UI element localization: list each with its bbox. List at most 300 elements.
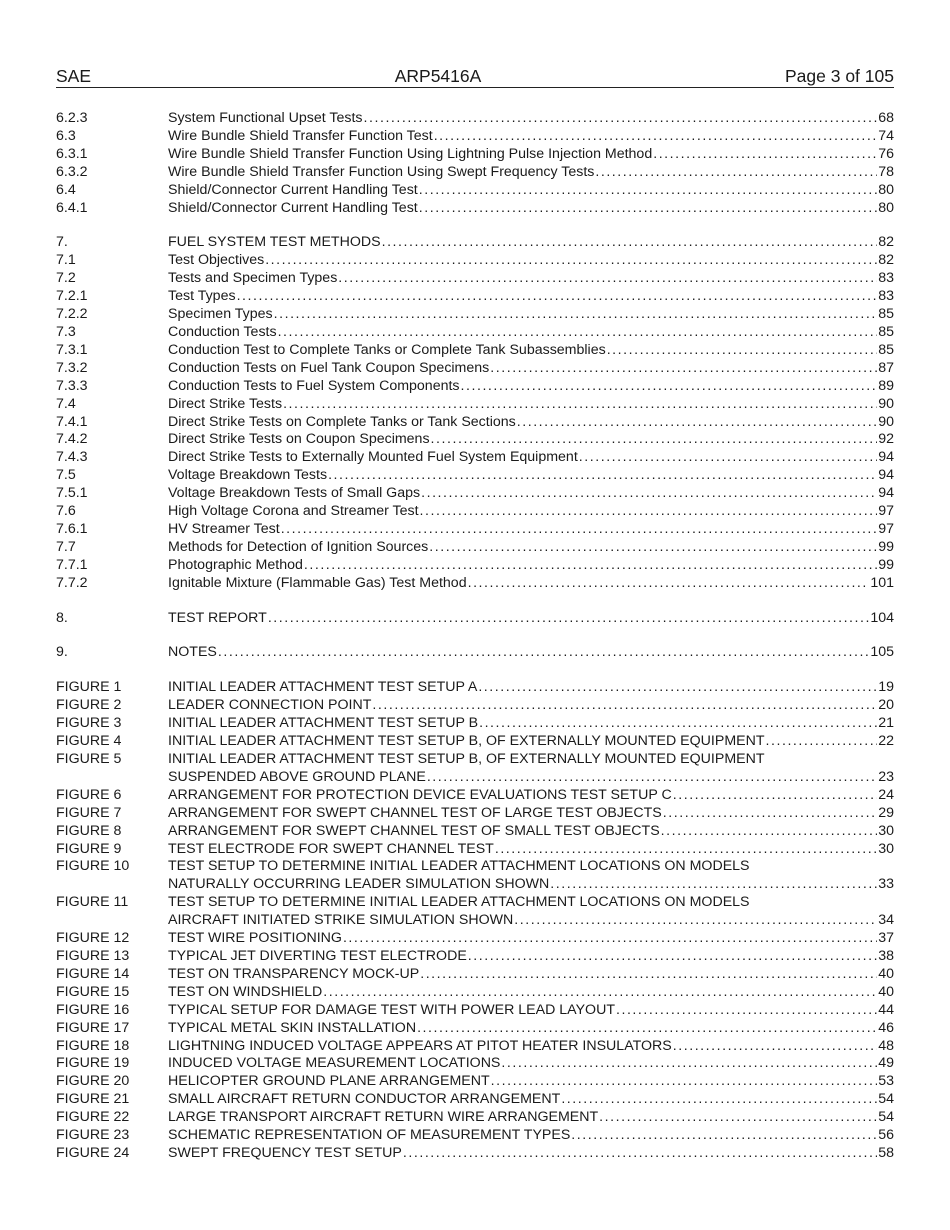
- toc-entry[interactable]: [56, 110, 894, 128]
- toc-entry-leader-line: [168, 876, 894, 894]
- toc-entry-number: FIGURE 4: [56, 733, 122, 750]
- toc-entry-title: Photographic Method: [168, 556, 303, 573]
- toc-entry-page: 46: [878, 1019, 894, 1036]
- toc-entry-body: [168, 128, 894, 146]
- toc-entry-page: 90: [878, 413, 894, 430]
- toc-entry-body: [168, 200, 894, 218]
- toc-entry-leader-line: [168, 1002, 894, 1020]
- dot-leader: [427, 769, 877, 787]
- toc-entry-body: [168, 306, 894, 324]
- toc-entry-body: [168, 252, 894, 270]
- dot-leader: [653, 146, 877, 164]
- dot-leader: [419, 200, 877, 218]
- toc-entry-title: ARRANGEMENT FOR SWEPT CHANNEL TEST OF SMALL TEST OBJECTS: [168, 822, 660, 839]
- dot-leader: [495, 841, 877, 859]
- toc-entry-number: 7.2.1: [56, 288, 88, 305]
- toc-entry-leader-line: [168, 306, 894, 324]
- toc-entry-leader-line: [168, 539, 894, 557]
- toc-entry[interactable]: [56, 1055, 894, 1073]
- toc-entry[interactable]: [56, 164, 894, 182]
- toc-entry[interactable]: [56, 1145, 894, 1163]
- toc-entry-number: FIGURE 16: [56, 1001, 130, 1018]
- toc-entry-page: 80: [878, 199, 894, 216]
- toc-entry[interactable]: [56, 396, 894, 414]
- toc-entry-leader-line: [168, 485, 894, 503]
- toc-entry-body: [168, 467, 894, 485]
- toc-entry-title: Tests and Specimen Types: [168, 270, 338, 287]
- toc-entry[interactable]: [56, 360, 894, 378]
- toc-entry-leader-line: [168, 557, 894, 575]
- toc-entry-leader-line: [168, 324, 894, 342]
- toc-entry-leader-line: [168, 787, 894, 805]
- dot-leader: [281, 521, 878, 539]
- toc-entry-number: 7.2: [56, 270, 76, 287]
- toc-entry[interactable]: [56, 128, 894, 146]
- toc-entry-body: [168, 414, 894, 432]
- toc-entry-title: NOTES: [168, 644, 217, 661]
- toc-entry-page: 48: [878, 1037, 894, 1054]
- toc-entry-leader-line: [168, 930, 894, 948]
- toc-entry-number: FIGURE 6: [56, 786, 122, 803]
- toc-entry[interactable]: [56, 306, 894, 324]
- toc-entry-title: LARGE TRANSPORT AIRCRAFT RETURN WIRE ARRANGEMENT: [168, 1109, 599, 1126]
- toc-entry-title-line: INITIAL LEADER ATTACHMENT TEST SETUP B, OF EXTERNALLY MOUNTED EQUIPMENT: [168, 751, 765, 767]
- toc-entry-leader-line: [168, 610, 894, 628]
- toc-entry-number: 7.: [56, 234, 68, 251]
- toc-entry-number: FIGURE 3: [56, 715, 122, 732]
- toc-entry-page: 82: [878, 252, 894, 269]
- toc-entry-page: 99: [878, 556, 894, 573]
- toc-entry-number: FIGURE 22: [56, 1109, 130, 1126]
- toc-entry-leader-line: [168, 644, 894, 662]
- dot-leader: [419, 182, 877, 200]
- toc-entry-page: 87: [878, 359, 894, 376]
- toc-entry-page: 92: [878, 431, 894, 448]
- toc-entry[interactable]: [56, 1109, 894, 1127]
- toc-entry-leader-line: [168, 128, 894, 146]
- toc-entry-leader-line: [168, 1145, 894, 1163]
- toc-entry-body: [168, 575, 894, 593]
- toc-entry-body: [168, 984, 894, 1002]
- toc-entry[interactable]: [56, 449, 894, 467]
- toc-entry-number: 7.4.3: [56, 449, 88, 466]
- toc-entry[interactable]: [56, 288, 894, 306]
- toc-entry-leader-line: [168, 110, 894, 128]
- dot-leader: [501, 1055, 877, 1073]
- toc-entry-page: 30: [878, 822, 894, 839]
- dot-leader: [278, 324, 878, 342]
- toc-entry[interactable]: [56, 733, 894, 751]
- toc-entry[interactable]: [56, 182, 894, 200]
- toc-entry-title: TEST REPORT: [168, 609, 267, 626]
- toc-entry-number: 9.: [56, 644, 68, 661]
- toc-entry[interactable]: [56, 644, 894, 662]
- toc-entry-body: [168, 733, 894, 751]
- toc-entry[interactable]: [56, 984, 894, 1002]
- toc-entry-page: 94: [878, 449, 894, 466]
- toc-entry-body: [168, 894, 894, 930]
- toc-entry-number: FIGURE 23: [56, 1127, 130, 1144]
- toc-entry-title: High Voltage Corona and Streamer Test: [168, 503, 419, 520]
- dot-leader: [491, 1073, 878, 1091]
- dot-leader: [328, 467, 877, 485]
- toc-entry-body: [168, 610, 894, 628]
- toc-entry-leader-line: [168, 841, 894, 859]
- dot-leader: [237, 288, 878, 306]
- dot-leader: [607, 342, 878, 360]
- toc-entry-body: [168, 449, 894, 467]
- toc-entry-title: INITIAL LEADER ATTACHMENT TEST SETUP B: [168, 715, 479, 732]
- toc-entry-page: 99: [878, 538, 894, 555]
- dot-leader: [429, 539, 877, 557]
- toc-entry-title: Ignitable Mixture (Flammable Gas) Test Method: [168, 574, 467, 591]
- toc-entry[interactable]: [56, 787, 894, 805]
- toc-entry[interactable]: [56, 841, 894, 859]
- toc-entry[interactable]: [56, 539, 894, 557]
- toc-entry-title: Voltage Breakdown Tests of Small Gaps: [168, 485, 421, 502]
- toc-entry-body: [168, 1091, 894, 1109]
- toc-entry-number: FIGURE 13: [56, 947, 130, 964]
- toc-entry-title-line: TEST SETUP TO DETERMINE INITIAL LEADER ATTACHMENT LOCATIONS ON MODELS: [168, 858, 750, 875]
- toc-entry[interactable]: [56, 557, 894, 575]
- toc-entry-body: [168, 378, 894, 396]
- toc-entry-page: 38: [878, 947, 894, 964]
- toc-entry-page: 94: [878, 485, 894, 502]
- toc-entry[interactable]: [56, 715, 894, 733]
- toc-entry-title: HELICOPTER GROUND PLANE ARRANGEMENT: [168, 1073, 490, 1090]
- toc-entry[interactable]: [56, 342, 894, 360]
- toc-entry-leader-line: [168, 503, 894, 521]
- toc-entry[interactable]: [56, 858, 894, 894]
- toc-entry-leader-line: [168, 396, 894, 414]
- toc-entry-leader-line: [168, 414, 894, 432]
- dot-leader: [218, 644, 869, 662]
- toc-entry-page: 74: [878, 127, 894, 144]
- toc-entry-page: 24: [878, 786, 894, 803]
- toc-entry[interactable]: [56, 697, 894, 715]
- toc-entry-leader-line: [168, 948, 894, 966]
- toc-entry-leader-line: [168, 200, 894, 218]
- toc-entry[interactable]: [56, 894, 894, 930]
- toc-entry-number: 7.5.1: [56, 485, 88, 502]
- toc-entry-page: 104: [870, 609, 894, 626]
- toc-entry-leader-line: [168, 252, 894, 270]
- header-org: SAE: [56, 66, 92, 86]
- toc-entry-number: 7.4: [56, 395, 76, 412]
- toc-entry-title: TEST ELECTRODE FOR SWEPT CHANNEL TEST: [168, 840, 494, 857]
- toc-entry[interactable]: [56, 1127, 894, 1145]
- toc-entry-title-line: TEST SETUP TO DETERMINE INITIAL LEADER ATTACHMENT LOCATIONS ON MODELS: [168, 894, 750, 911]
- toc-entry-page: 56: [878, 1127, 894, 1144]
- toc-entry-leader-line: [168, 1109, 894, 1127]
- toc-entry-number: 7.1: [56, 252, 76, 269]
- toc-entry-number: FIGURE 11: [56, 894, 129, 911]
- dot-leader: [268, 610, 870, 628]
- toc-entry-page: 23: [878, 768, 894, 785]
- toc-entry-leader-line: [168, 288, 894, 306]
- toc-entry-title: Test Objectives: [168, 252, 265, 269]
- toc-entry-body: [168, 1145, 894, 1163]
- toc-entry[interactable]: [56, 751, 894, 787]
- page-header: [56, 66, 894, 88]
- toc-entry-title: TEST ON TRANSPARENCY MOCK-UP: [168, 965, 420, 982]
- toc-entry[interactable]: [56, 467, 894, 485]
- toc-entry[interactable]: [56, 252, 894, 270]
- toc-entry-number: FIGURE 20: [56, 1073, 130, 1090]
- toc-entry-page: 85: [878, 306, 894, 323]
- dot-leader: [490, 360, 877, 378]
- toc-entry-number: FIGURE 7: [56, 804, 122, 821]
- toc-entry-leader-line: [168, 805, 894, 823]
- toc-entry-body: [168, 146, 894, 164]
- table-of-contents: [56, 110, 894, 1163]
- dot-leader: [550, 876, 877, 894]
- toc-entry-body: [168, 751, 894, 787]
- toc-entry-title: FUEL SYSTEM TEST METHODS: [168, 234, 381, 251]
- toc-entry-leader-line: [168, 146, 894, 164]
- toc-entry-page: 89: [878, 377, 894, 394]
- toc-entry-page: 54: [878, 1091, 894, 1108]
- toc-entry-page: 29: [878, 804, 894, 821]
- dot-leader: [420, 503, 878, 521]
- toc-entry-page: 76: [878, 145, 894, 162]
- toc-entry[interactable]: [56, 1073, 894, 1091]
- dot-leader: [579, 449, 877, 467]
- toc-entry-leader-line: [168, 1055, 894, 1073]
- toc-entry-title: Shield/Connector Current Handling Test: [168, 181, 418, 198]
- toc-entry-body: [168, 787, 894, 805]
- toc-entry-leader-line: [168, 697, 894, 715]
- toc-entry-number: FIGURE 19: [56, 1055, 130, 1072]
- toc-entry-number: 7.2.2: [56, 306, 88, 323]
- toc-entry-leader-line: [168, 1073, 894, 1091]
- toc-entry-page: 97: [878, 503, 894, 520]
- toc-entry-body: [168, 342, 894, 360]
- toc-entry-leader-line: [168, 449, 894, 467]
- toc-entry-body: [168, 234, 894, 252]
- toc-entry-title: Voltage Breakdown Tests: [168, 467, 328, 484]
- toc-entry-page: 37: [878, 930, 894, 947]
- toc-entry-page: 30: [878, 840, 894, 857]
- toc-entry-number: 7.3: [56, 323, 76, 340]
- toc-entry-body: [168, 948, 894, 966]
- toc-entry-page: 21: [878, 715, 894, 732]
- toc-entry-title: TYPICAL METAL SKIN INSTALLATION: [168, 1019, 417, 1036]
- toc-entry-title: SUSPENDED ABOVE GROUND PLANE: [168, 768, 426, 785]
- dot-leader: [372, 697, 877, 715]
- toc-entry-leader-line: [168, 234, 894, 252]
- dot-leader: [417, 1020, 877, 1038]
- toc-entry[interactable]: [56, 930, 894, 948]
- toc-entry-leader-line: [168, 182, 894, 200]
- toc-section: [56, 644, 894, 662]
- toc-entry[interactable]: [56, 234, 894, 252]
- toc-entry-body: [168, 966, 894, 984]
- toc-entry-title: INITIAL LEADER ATTACHMENT TEST SETUP B, OF EXTERNALLY MOUNTED EQUIPMENT: [168, 733, 765, 750]
- toc-entry-title: Conduction Test to Complete Tanks or Complete Tank Subassemblies: [168, 341, 606, 358]
- dot-leader: [283, 396, 877, 414]
- toc-entry-leader-line: [168, 521, 894, 539]
- toc-entry-page: 90: [878, 395, 894, 412]
- dot-leader: [663, 805, 877, 823]
- dot-leader: [571, 1127, 877, 1145]
- toc-entry-title: Conduction Tests on Fuel Tank Coupon Specimens: [168, 359, 490, 376]
- toc-entry-title: TYPICAL JET DIVERTING TEST ELECTRODE: [168, 947, 467, 964]
- toc-entry-body: [168, 644, 894, 662]
- toc-entry[interactable]: [56, 378, 894, 396]
- toc-entry-body: [168, 270, 894, 288]
- toc-entry-leader-line: [168, 270, 894, 288]
- toc-entry[interactable]: [56, 503, 894, 521]
- toc-entry-leader-line: [168, 984, 894, 1002]
- toc-entry-number: 7.7.1: [56, 556, 88, 573]
- toc-entry-number: FIGURE 2: [56, 697, 122, 714]
- toc-entry-title: TYPICAL SETUP FOR DAMAGE TEST WITH POWER LEAD LAYOUT: [168, 1001, 615, 1018]
- dot-leader: [599, 1109, 877, 1127]
- toc-entry[interactable]: [56, 270, 894, 288]
- toc-entry-body: [168, 503, 894, 521]
- toc-entry-title: Direct Strike Tests: [168, 395, 283, 412]
- dot-leader: [461, 378, 878, 396]
- dot-leader: [364, 110, 878, 128]
- toc-entry-page: 85: [878, 323, 894, 340]
- toc-entry[interactable]: [56, 805, 894, 823]
- dot-leader: [517, 414, 877, 432]
- toc-entry-title: Methods for Detection of Ignition Sources: [168, 538, 429, 555]
- toc-entry-number: 6.4.1: [56, 199, 88, 216]
- toc-entry-body: [168, 485, 894, 503]
- toc-entry-number: 6.3.2: [56, 163, 88, 180]
- toc-entry[interactable]: [56, 431, 894, 449]
- toc-entry[interactable]: [56, 610, 894, 628]
- toc-entry-title: Specimen Types: [168, 306, 273, 323]
- toc-entry-body: [168, 1002, 894, 1020]
- toc-entry-number: FIGURE 10: [56, 858, 130, 875]
- toc-entry[interactable]: [56, 414, 894, 432]
- toc-entry[interactable]: [56, 948, 894, 966]
- toc-entry-title: AIRCRAFT INITIATED STRIKE SIMULATION SHOWN: [168, 912, 514, 929]
- toc-entry-leader-line: [168, 912, 894, 930]
- toc-entry[interactable]: [56, 1091, 894, 1109]
- toc-entry-body: [168, 930, 894, 948]
- toc-entry-title: ARRANGEMENT FOR PROTECTION DEVICE EVALUATIONS TEST SETUP C: [168, 786, 672, 803]
- dot-leader: [478, 679, 877, 697]
- dot-leader: [265, 252, 877, 270]
- toc-entry-page: 83: [878, 270, 894, 287]
- toc-entry-number: FIGURE 9: [56, 840, 122, 857]
- toc-entry-leader-line: [168, 360, 894, 378]
- document-page: [56, 66, 894, 1180]
- toc-entry-number: 7.7.2: [56, 574, 88, 591]
- dot-leader: [766, 733, 878, 751]
- toc-entry[interactable]: [56, 1002, 894, 1020]
- toc-entry-number: 7.3.3: [56, 377, 88, 394]
- toc-entry-number: 7.7: [56, 538, 76, 555]
- toc-entry-page: 101: [870, 574, 894, 591]
- toc-entry-title: Direct Strike Tests to Externally Mounted Fuel System Equipment: [168, 449, 578, 466]
- dot-leader: [343, 930, 877, 948]
- toc-entry-body: [168, 679, 894, 697]
- toc-entry-number: FIGURE 5: [56, 751, 122, 767]
- toc-entry[interactable]: [56, 146, 894, 164]
- toc-entry-number: FIGURE 12: [56, 930, 130, 947]
- toc-entry-leader-line: [168, 715, 894, 733]
- toc-entry-title: Shield/Connector Current Handling Test: [168, 199, 418, 216]
- toc-entry-title: SWEPT FREQUENCY TEST SETUP: [168, 1144, 402, 1161]
- toc-entry-title: ARRANGEMENT FOR SWEPT CHANNEL TEST OF LARGE TEST OBJECTS: [168, 804, 662, 821]
- header-doc-number: ARP5416A: [394, 66, 482, 86]
- toc-entry-number: FIGURE 21: [56, 1091, 130, 1108]
- toc-entry-body: [168, 431, 894, 449]
- toc-entry-title: Wire Bundle Shield Transfer Function Using Swept Frequency Tests: [168, 163, 595, 180]
- toc-entry-page: 19: [878, 679, 894, 696]
- dot-leader: [274, 306, 878, 324]
- toc-entry-number: FIGURE 18: [56, 1037, 130, 1054]
- toc-entry[interactable]: [56, 966, 894, 984]
- dot-leader: [403, 1145, 877, 1163]
- toc-entry-body: [168, 697, 894, 715]
- toc-entry[interactable]: [56, 823, 894, 841]
- toc-section: [56, 234, 894, 592]
- toc-entry-page: 34: [878, 912, 894, 929]
- toc-entry[interactable]: [56, 521, 894, 539]
- toc-entry[interactable]: [56, 324, 894, 342]
- toc-entry-number: FIGURE 15: [56, 983, 130, 1000]
- toc-entry-leader-line: [168, 467, 894, 485]
- dot-leader: [468, 948, 877, 966]
- toc-entry-leader-line: [168, 164, 894, 182]
- toc-entry-page: 44: [878, 1001, 894, 1018]
- dot-leader: [338, 270, 877, 288]
- toc-entry[interactable]: [56, 1020, 894, 1038]
- toc-entry-title: Test Types: [168, 288, 236, 305]
- toc-entry-title: SCHEMATIC REPRESENTATION OF MEASUREMENT TYPES: [168, 1127, 571, 1144]
- toc-entry-leader-line: [168, 342, 894, 360]
- dot-leader: [468, 575, 870, 593]
- toc-entry-number: FIGURE 17: [56, 1019, 130, 1036]
- toc-entry-number: FIGURE 24: [56, 1144, 130, 1161]
- toc-entry-title: Conduction Tests to Fuel System Components: [168, 377, 460, 394]
- toc-entry-leader-line: [168, 733, 894, 751]
- dot-leader: [382, 234, 878, 252]
- toc-section: [56, 110, 894, 217]
- toc-entry-leader-line: [168, 1091, 894, 1109]
- dot-leader: [616, 1002, 877, 1020]
- toc-entry-page: 68: [878, 110, 894, 126]
- toc-entry-body: [168, 1109, 894, 1127]
- toc-entry-number: 6.4: [56, 181, 76, 198]
- toc-entry[interactable]: [56, 575, 894, 593]
- toc-entry-body: [168, 521, 894, 539]
- toc-entry-body: [168, 805, 894, 823]
- toc-section: [56, 679, 894, 1162]
- toc-entry-number: 6.3: [56, 127, 76, 144]
- toc-entry[interactable]: [56, 679, 894, 697]
- toc-entry-page: 40: [878, 965, 894, 982]
- toc-entry-number: 7.4.1: [56, 413, 88, 430]
- toc-entry-title: LEADER CONNECTION POINT: [168, 697, 372, 714]
- toc-entry-number: 7.6.1: [56, 520, 88, 537]
- toc-entry[interactable]: [56, 485, 894, 503]
- toc-entry[interactable]: [56, 200, 894, 218]
- toc-entry-page: 40: [878, 983, 894, 1000]
- toc-entry-number: 7.3.1: [56, 341, 88, 358]
- toc-entry-page: 33: [878, 876, 894, 893]
- toc-entry-body: [168, 1055, 894, 1073]
- toc-entry-number: FIGURE 14: [56, 965, 130, 982]
- dot-leader: [421, 485, 877, 503]
- toc-entry[interactable]: [56, 1038, 894, 1056]
